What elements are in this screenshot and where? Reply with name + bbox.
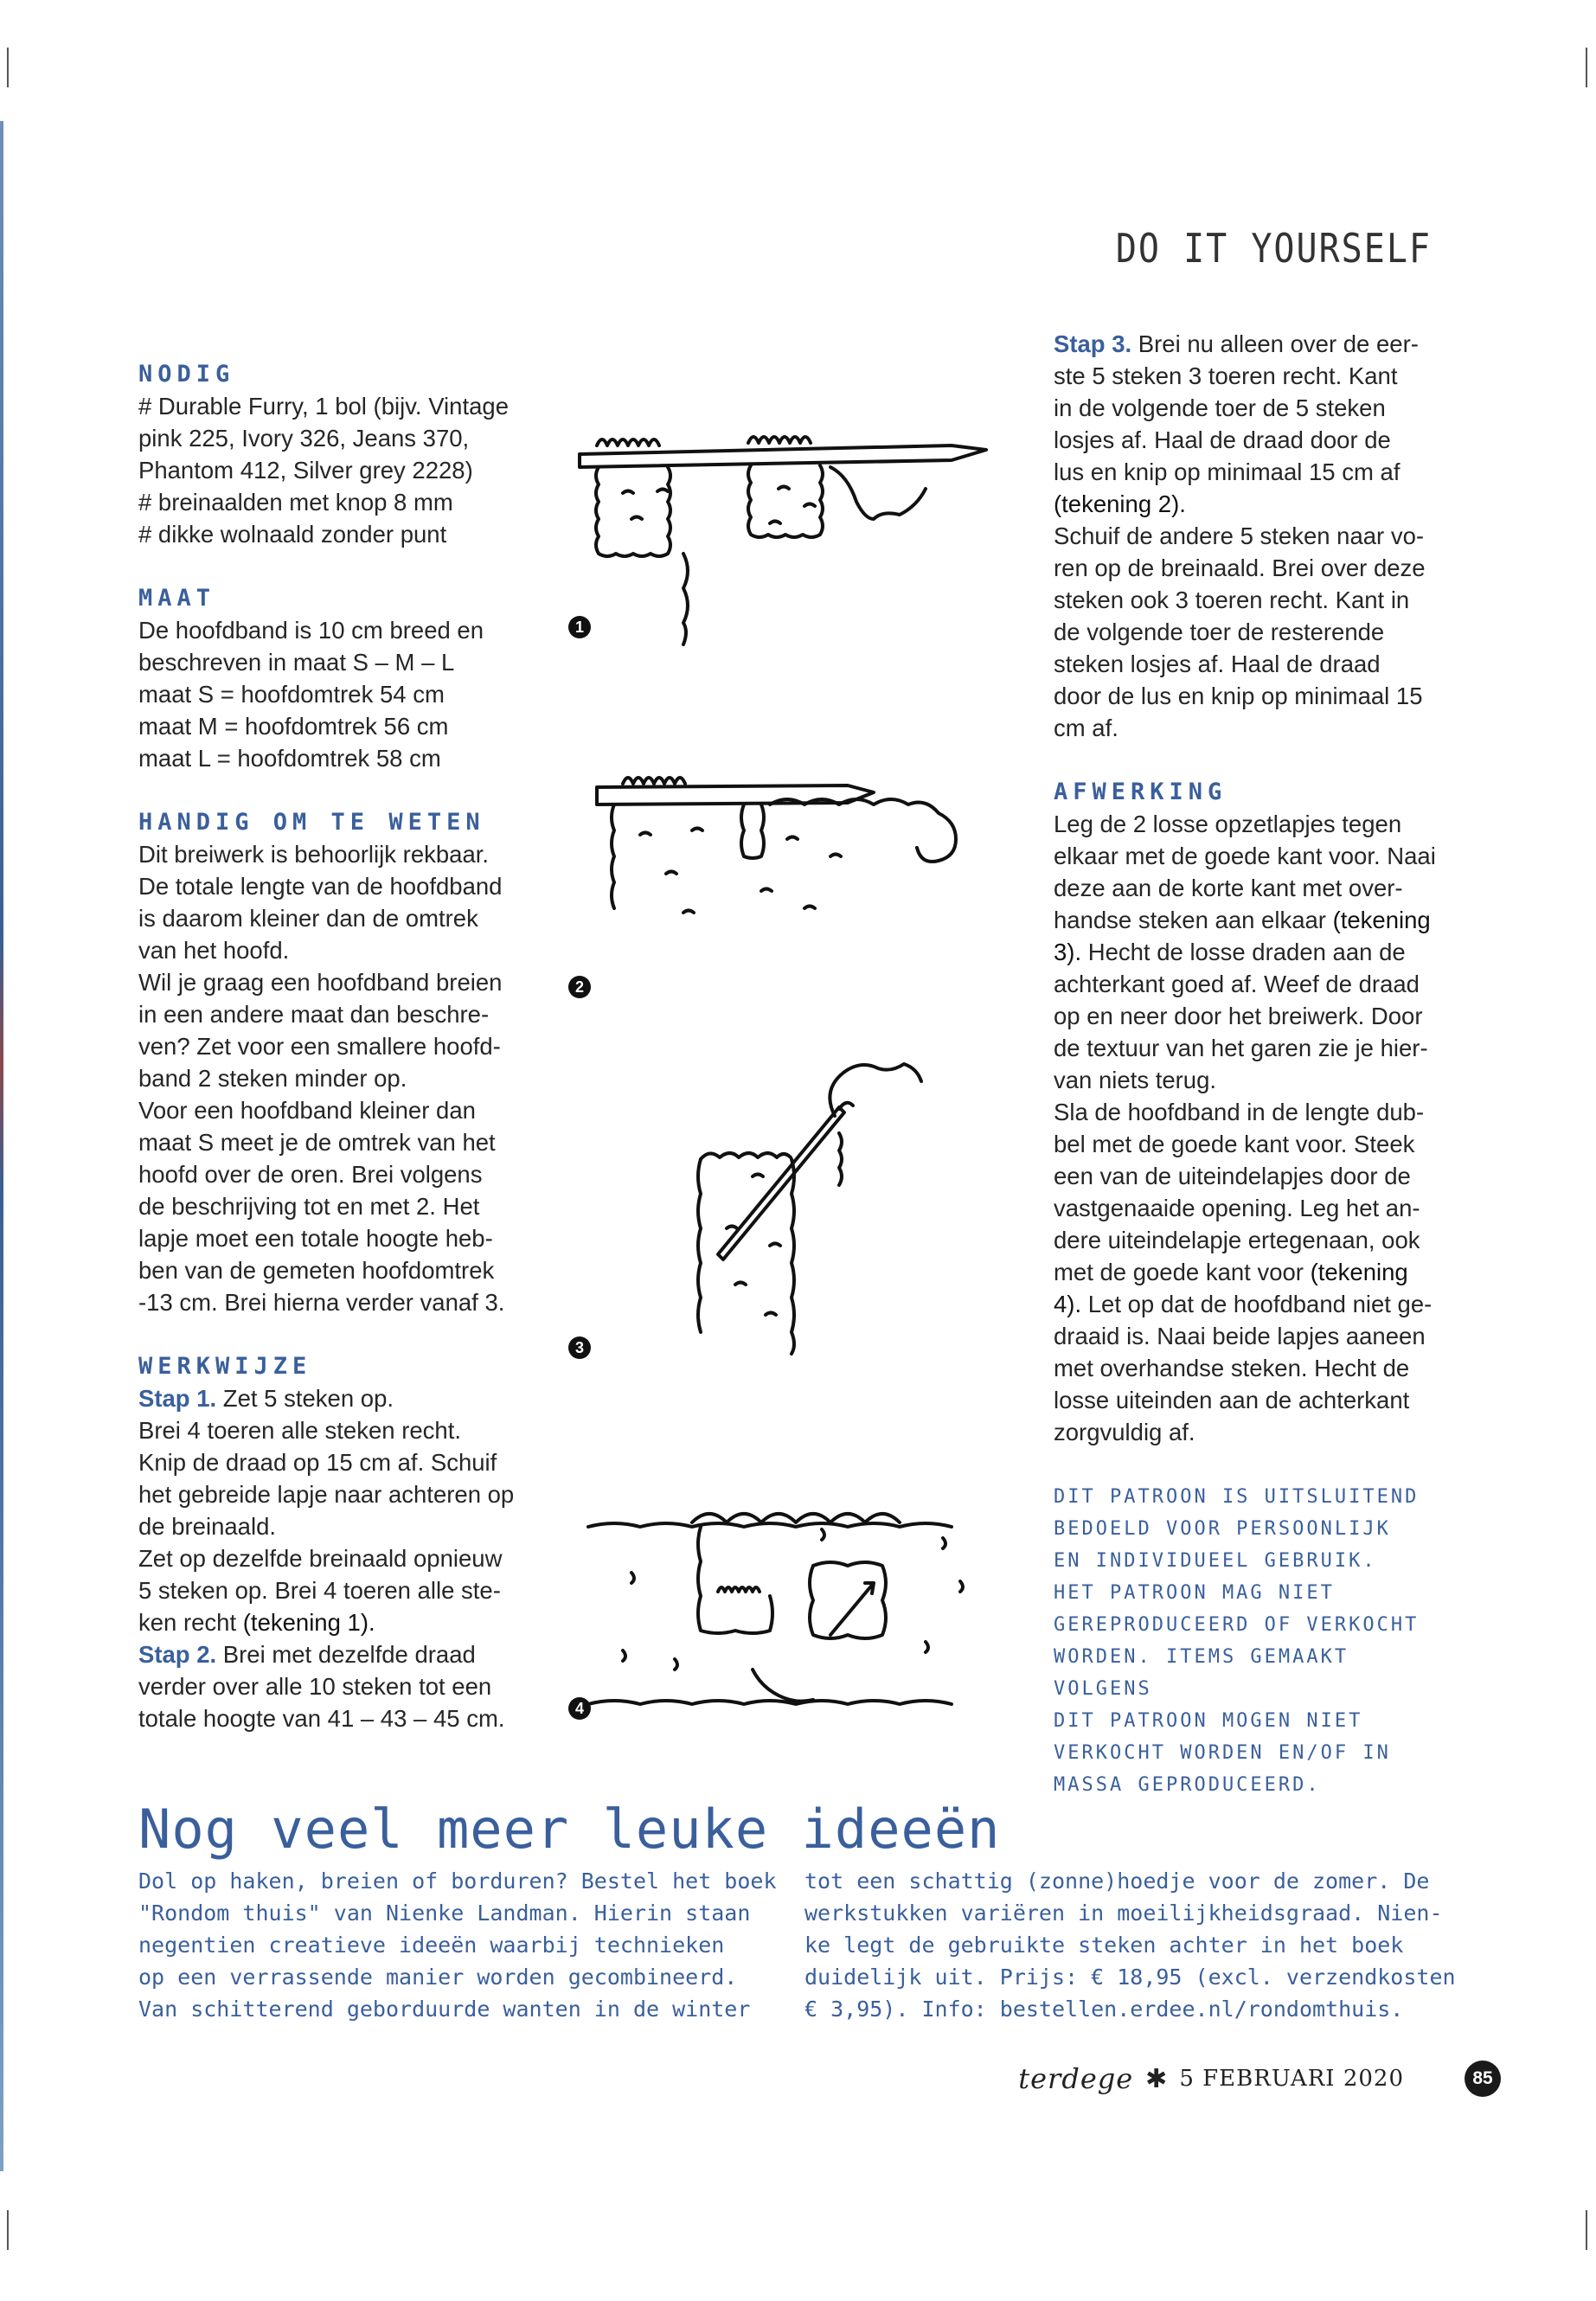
text-line: met overhandse steken. Hecht de bbox=[1054, 1355, 1410, 1381]
text-line: maat S = hoofdomtrek 54 cm bbox=[138, 681, 445, 708]
promo-line: tot een schattig (zonne)hoedje voor de zomer. De bbox=[804, 1868, 1430, 1894]
text-line: beschreven in maat S – M – L bbox=[138, 649, 455, 676]
notice-line: DIT PATROON MOGEN NIET bbox=[1054, 1710, 1363, 1732]
text-span: Brei met dezelfde draad bbox=[216, 1641, 476, 1668]
text-line bbox=[138, 1382, 545, 1414]
text-line: De hoofdband is 10 cm breed en bbox=[138, 617, 484, 644]
figure-reference: (tekening 1). bbox=[242, 1609, 375, 1636]
text-line: vastgenaaide opening. Leg het an- bbox=[1054, 1195, 1420, 1221]
figure-number: 2 bbox=[568, 976, 591, 998]
crop-mark bbox=[7, 2210, 9, 2250]
figure-number: 1 bbox=[568, 616, 591, 638]
text-line: losse uiteinden aan de achterkant bbox=[1054, 1387, 1410, 1413]
text-line: door de lus en knip op minimaal 15 bbox=[1054, 683, 1423, 709]
text-line: een van de uiteindelapjes door de bbox=[1054, 1163, 1411, 1189]
text-line: De totale lengte van de hoofdband bbox=[138, 873, 503, 900]
text-line: # dikke wolnaald zonder punt bbox=[138, 521, 447, 548]
text-line: is daarom kleiner dan de omtrek bbox=[138, 905, 478, 932]
text-line: zorgvuldig af. bbox=[1054, 1419, 1195, 1445]
issue-date: 5 FEBRUARI 2020 bbox=[1179, 2066, 1404, 2092]
text-line: maat M = hoofdomtrek 56 cm bbox=[138, 713, 449, 740]
promo-line: Dol op haken, breien of borduren? Bestel het boek bbox=[138, 1868, 777, 1894]
step-label: Stap 3. bbox=[1054, 330, 1132, 357]
promo-line: ke legt de gebruikte steken achter in het boek bbox=[804, 1932, 1404, 1958]
text-line: Knip de draad op 15 cm af. Schuif bbox=[138, 1449, 497, 1476]
text-line: achterkant goed af. Weef de draad bbox=[1054, 971, 1420, 997]
text-line: de beschrijving tot en met 2. Het bbox=[138, 1193, 480, 1220]
text-line: Brei 4 toeren alle steken recht. bbox=[138, 1417, 461, 1444]
promo-line: op een verrassende manier worden gecombineerd. bbox=[138, 1965, 738, 1990]
text-line: Zet op dezelfde breinaald opnieuw bbox=[138, 1545, 503, 1572]
text-line: losjes af. Haal de draad door de bbox=[1054, 426, 1391, 453]
promo-line: negentien creatieve ideeën waarbij technieken bbox=[138, 1932, 725, 1958]
notice-line: GEREPRODUCEERD OF VERKOCHT bbox=[1054, 1614, 1420, 1636]
heading-maat: MAAT bbox=[138, 585, 216, 612]
notice-line: EN INDIVIDUEEL GEBRUIK. bbox=[1054, 1550, 1377, 1572]
text-line: hoofd over de oren. Brei volgens bbox=[138, 1161, 483, 1188]
text-line: pink 225, Ivory 326, Jeans 370, bbox=[138, 425, 470, 452]
text-line: Sla de hoofdband in de lengte dub- bbox=[1054, 1099, 1425, 1125]
promo-line: Van schitterend geborduurde wanten in de winter bbox=[138, 1997, 751, 2022]
text-span: Hecht de losse draden aan de bbox=[1081, 939, 1406, 965]
text-line: band 2 steken minder op. bbox=[138, 1065, 407, 1092]
figure-reference: 3). bbox=[1054, 939, 1082, 965]
text-line bbox=[1054, 328, 1460, 360]
notice-line: BEDOELD VOOR PERSOONLIJK bbox=[1054, 1518, 1391, 1540]
text-span: met de goede kant voor bbox=[1054, 1259, 1311, 1285]
notice-line: HET PATROON MAG NIET bbox=[1054, 1582, 1335, 1604]
notice-line: WORDEN. ITEMS GEMAAKT VOLGENS bbox=[1054, 1646, 1349, 1700]
text-line: lapje moet een totale hoogte heb- bbox=[138, 1225, 493, 1252]
text-line: steken losjes af. Haal de draad bbox=[1054, 651, 1381, 677]
text-span: Brei nu alleen over de eer- bbox=[1131, 330, 1419, 357]
text-line: -13 cm. Brei hierna verder vanaf 3. bbox=[138, 1289, 505, 1316]
text-line: 5 steken op. Brei 4 toeren alle ste- bbox=[138, 1577, 501, 1604]
text-line: van het hoofd. bbox=[138, 937, 290, 964]
text-line: de breinaald. bbox=[138, 1513, 277, 1540]
right-column bbox=[1054, 328, 1460, 1801]
text-line: op en neer door het breiwerk. Door bbox=[1054, 1003, 1423, 1029]
text-line: steken ook 3 toeren recht. Kant in bbox=[1054, 586, 1410, 613]
text-line: ven? Zet voor een smallere hoofd- bbox=[138, 1033, 501, 1060]
figure-number: 3 bbox=[568, 1336, 591, 1359]
text-line: # breinaalden met knop 8 mm bbox=[138, 489, 453, 516]
heading-handig: HANDIG OM TE WETEN bbox=[138, 809, 485, 836]
text-line: het gebreide lapje naar achteren op bbox=[138, 1481, 515, 1508]
text-line: dere uiteindelapje ertegenaan, ook bbox=[1054, 1227, 1420, 1253]
promo-line: duidelijk uit. Prijs: € 18,95 (excl. verzendkosten bbox=[804, 1965, 1456, 1990]
step-label: Stap 1. bbox=[138, 1385, 217, 1412]
illustration-figure-4 bbox=[580, 1488, 1012, 1739]
text-line: Wil je graag een hoofdband breien bbox=[138, 969, 503, 996]
page-number: 85 bbox=[1465, 2061, 1501, 2097]
crop-mark bbox=[1586, 48, 1587, 87]
text-line: Leg de 2 losse opzetlapjes tegen bbox=[1054, 811, 1402, 837]
text-line: ren op de breinaald. Brei over deze bbox=[1054, 554, 1426, 581]
text-line: lus en knip op minimaal 15 cm af bbox=[1054, 458, 1401, 485]
text-line bbox=[1054, 904, 1460, 936]
text-line: elkaar met de goede kant voor. Naai bbox=[1054, 843, 1436, 869]
figure-reference: 4). bbox=[1054, 1291, 1082, 1317]
notice-line: MASSA GEPRODUCEERD. bbox=[1054, 1774, 1321, 1796]
notice-line: DIT PATROON IS UITSLUITEND bbox=[1054, 1486, 1420, 1508]
notice-line: VERKOCHT WORDEN EN/OF IN bbox=[1054, 1742, 1391, 1764]
text-line: # Durable Furry, 1 bol (bijv. Vintage bbox=[138, 393, 509, 420]
promo-column-1 bbox=[138, 1865, 796, 2025]
text-line bbox=[138, 1638, 545, 1670]
text-line: de textuur van het garen zie je hier- bbox=[1054, 1035, 1428, 1061]
text-line: Schuif de andere 5 steken naar vo- bbox=[1054, 522, 1425, 549]
text-line: maat L = hoofdomtrek 58 cm bbox=[138, 745, 441, 772]
text-line: de volgende toer de resterende bbox=[1054, 619, 1385, 645]
heading-nodig: NODIG bbox=[138, 361, 235, 388]
promo-line: werkstukken variëren in moeilijkheidsgraad. Nien- bbox=[804, 1900, 1443, 1926]
text-line: bel met de goede kant voor. Steek bbox=[1054, 1131, 1415, 1157]
text-line bbox=[1054, 936, 1460, 968]
illustration-figure-2 bbox=[588, 761, 1021, 969]
text-line: van niets terug. bbox=[1054, 1067, 1217, 1093]
text-line: Voor een hoofdband kleiner dan bbox=[138, 1097, 476, 1124]
magazine-logo: terdege bbox=[1018, 2062, 1134, 2095]
text-line bbox=[1054, 1288, 1460, 1320]
text-line: ben van de gemeten hoofdomtrek bbox=[138, 1257, 495, 1284]
text-span: handse steken aan elkaar bbox=[1054, 907, 1333, 933]
copyright-notice bbox=[1054, 1481, 1460, 1801]
asterisk-icon: ✱ bbox=[1145, 2064, 1168, 2093]
text-line: in een andere maat dan beschre- bbox=[138, 1001, 490, 1028]
text-line: Phantom 412, Silver grey 2228) bbox=[138, 457, 473, 484]
figure-reference: (tekening bbox=[1332, 907, 1431, 933]
text-line bbox=[1054, 1256, 1460, 1288]
illustration-figure-1 bbox=[571, 424, 1021, 657]
text-line bbox=[138, 1606, 545, 1638]
page-edge-strip bbox=[0, 121, 3, 2171]
text-line: ste 5 steken 3 toeren recht. Kant bbox=[1054, 362, 1398, 389]
text-line: in de volgende toer de 5 steken bbox=[1054, 394, 1386, 421]
crop-mark bbox=[1586, 2210, 1587, 2250]
figure-number: 4 bbox=[568, 1697, 591, 1720]
promo-column-2 bbox=[804, 1865, 1462, 2025]
text-line: verder over alle 10 steken tot een bbox=[138, 1673, 492, 1700]
illustration-figure-3 bbox=[666, 1055, 952, 1367]
left-column bbox=[138, 358, 545, 1734]
promo-line: "Rondom thuis" van Nienke Landman. Hierin staan bbox=[138, 1900, 751, 1926]
text-span: Zet 5 steken op. bbox=[216, 1385, 394, 1412]
heading-afwerking: AFWERKING bbox=[1054, 779, 1227, 805]
crop-mark bbox=[7, 48, 9, 87]
text-span: Let op dat de hoofdband niet ge- bbox=[1081, 1291, 1433, 1317]
heading-werkwijze: WERKWIJZE bbox=[138, 1353, 312, 1380]
text-line: Dit breiwerk is behoorlijk rekbaar. bbox=[138, 841, 490, 868]
figure-reference: (tekening 2). bbox=[1054, 490, 1186, 517]
page-footer bbox=[1018, 2061, 1501, 2097]
promo-title: Nog veel meer leuke ideeën bbox=[138, 1798, 1001, 1861]
text-line: cm af. bbox=[1054, 715, 1118, 741]
section-label: DO IT YOURSELF bbox=[1115, 226, 1432, 272]
text-line: draaid is. Naai beide lapjes aaneen bbox=[1054, 1323, 1426, 1349]
promo-line: € 3,95). Info: bestellen.erdee.nl/rondomthuis. bbox=[804, 1997, 1404, 2022]
text-line: maat S meet je de omtrek van het bbox=[138, 1129, 496, 1156]
text-line: totale hoogte van 41 – 43 – 45 cm. bbox=[138, 1705, 505, 1732]
step-label: Stap 2. bbox=[138, 1641, 217, 1668]
figure-reference: (tekening bbox=[1310, 1259, 1408, 1285]
text-span: ken recht bbox=[138, 1609, 243, 1636]
text-line: deze aan de korte kant met over- bbox=[1054, 875, 1403, 901]
